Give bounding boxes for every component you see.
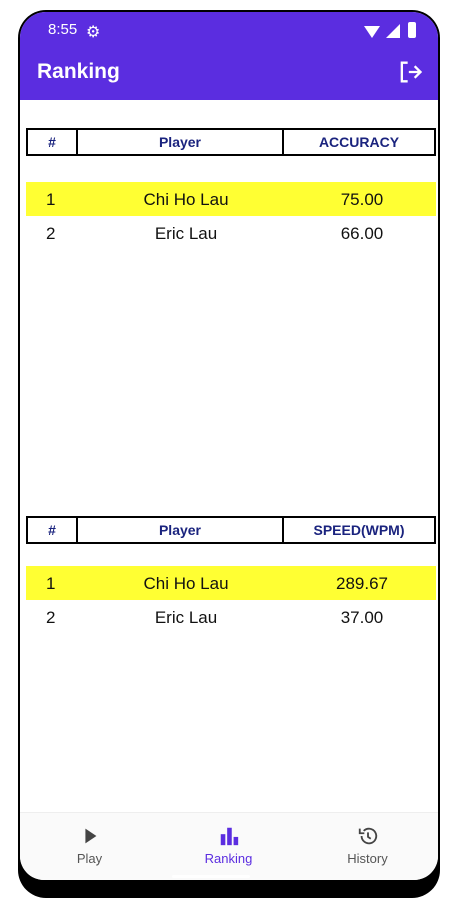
wifi-icon bbox=[364, 26, 380, 38]
row-player: Chi Ho Lau bbox=[143, 574, 229, 593]
gear-icon: ⚙ bbox=[86, 24, 101, 41]
home-indicator[interactable] bbox=[172, 875, 250, 878]
logout-icon[interactable] bbox=[396, 58, 424, 86]
header-speed: SPEED(WPM) bbox=[282, 516, 436, 544]
nav-label: History bbox=[347, 851, 388, 866]
bottom-navigation bbox=[20, 812, 438, 880]
row-value: 289.67 bbox=[336, 574, 388, 593]
row-value: 37.00 bbox=[340, 608, 384, 627]
battery-icon bbox=[408, 22, 416, 38]
nav-label: Ranking bbox=[204, 851, 253, 866]
nav-play[interactable] bbox=[20, 825, 159, 866]
row-rank: 2 bbox=[46, 608, 56, 627]
row-player: Chi Ho Lau bbox=[143, 190, 229, 209]
row-value: 66.00 bbox=[340, 224, 384, 243]
play-icon bbox=[79, 825, 101, 847]
header-rank: # bbox=[26, 516, 78, 544]
header-accuracy: ACCURACY bbox=[282, 128, 436, 156]
status-time: 8:55 bbox=[48, 21, 78, 38]
history-icon bbox=[357, 825, 379, 847]
row-rank: 2 bbox=[46, 224, 56, 243]
signal-icon bbox=[386, 24, 400, 38]
table-row bbox=[26, 600, 436, 634]
nav-label: Play bbox=[76, 851, 103, 866]
bar-chart-icon bbox=[218, 825, 240, 847]
nav-ranking[interactable] bbox=[159, 825, 298, 866]
row-value: 75.00 bbox=[340, 190, 384, 209]
table-row bbox=[26, 216, 436, 250]
page-title: Ranking bbox=[37, 60, 120, 83]
table-row bbox=[26, 182, 436, 216]
header-player: Player bbox=[76, 516, 284, 544]
row-rank: 1 bbox=[46, 190, 56, 209]
header-rank: # bbox=[26, 128, 78, 156]
row-rank: 1 bbox=[46, 574, 56, 593]
table-row bbox=[26, 566, 436, 600]
row-player: Eric Lau bbox=[154, 608, 218, 627]
status-bar bbox=[20, 12, 438, 50]
header-player: Player bbox=[76, 128, 284, 156]
screen bbox=[20, 12, 438, 880]
app-bar bbox=[20, 50, 438, 100]
nav-history[interactable] bbox=[298, 825, 437, 866]
row-player: Eric Lau bbox=[154, 224, 218, 243]
